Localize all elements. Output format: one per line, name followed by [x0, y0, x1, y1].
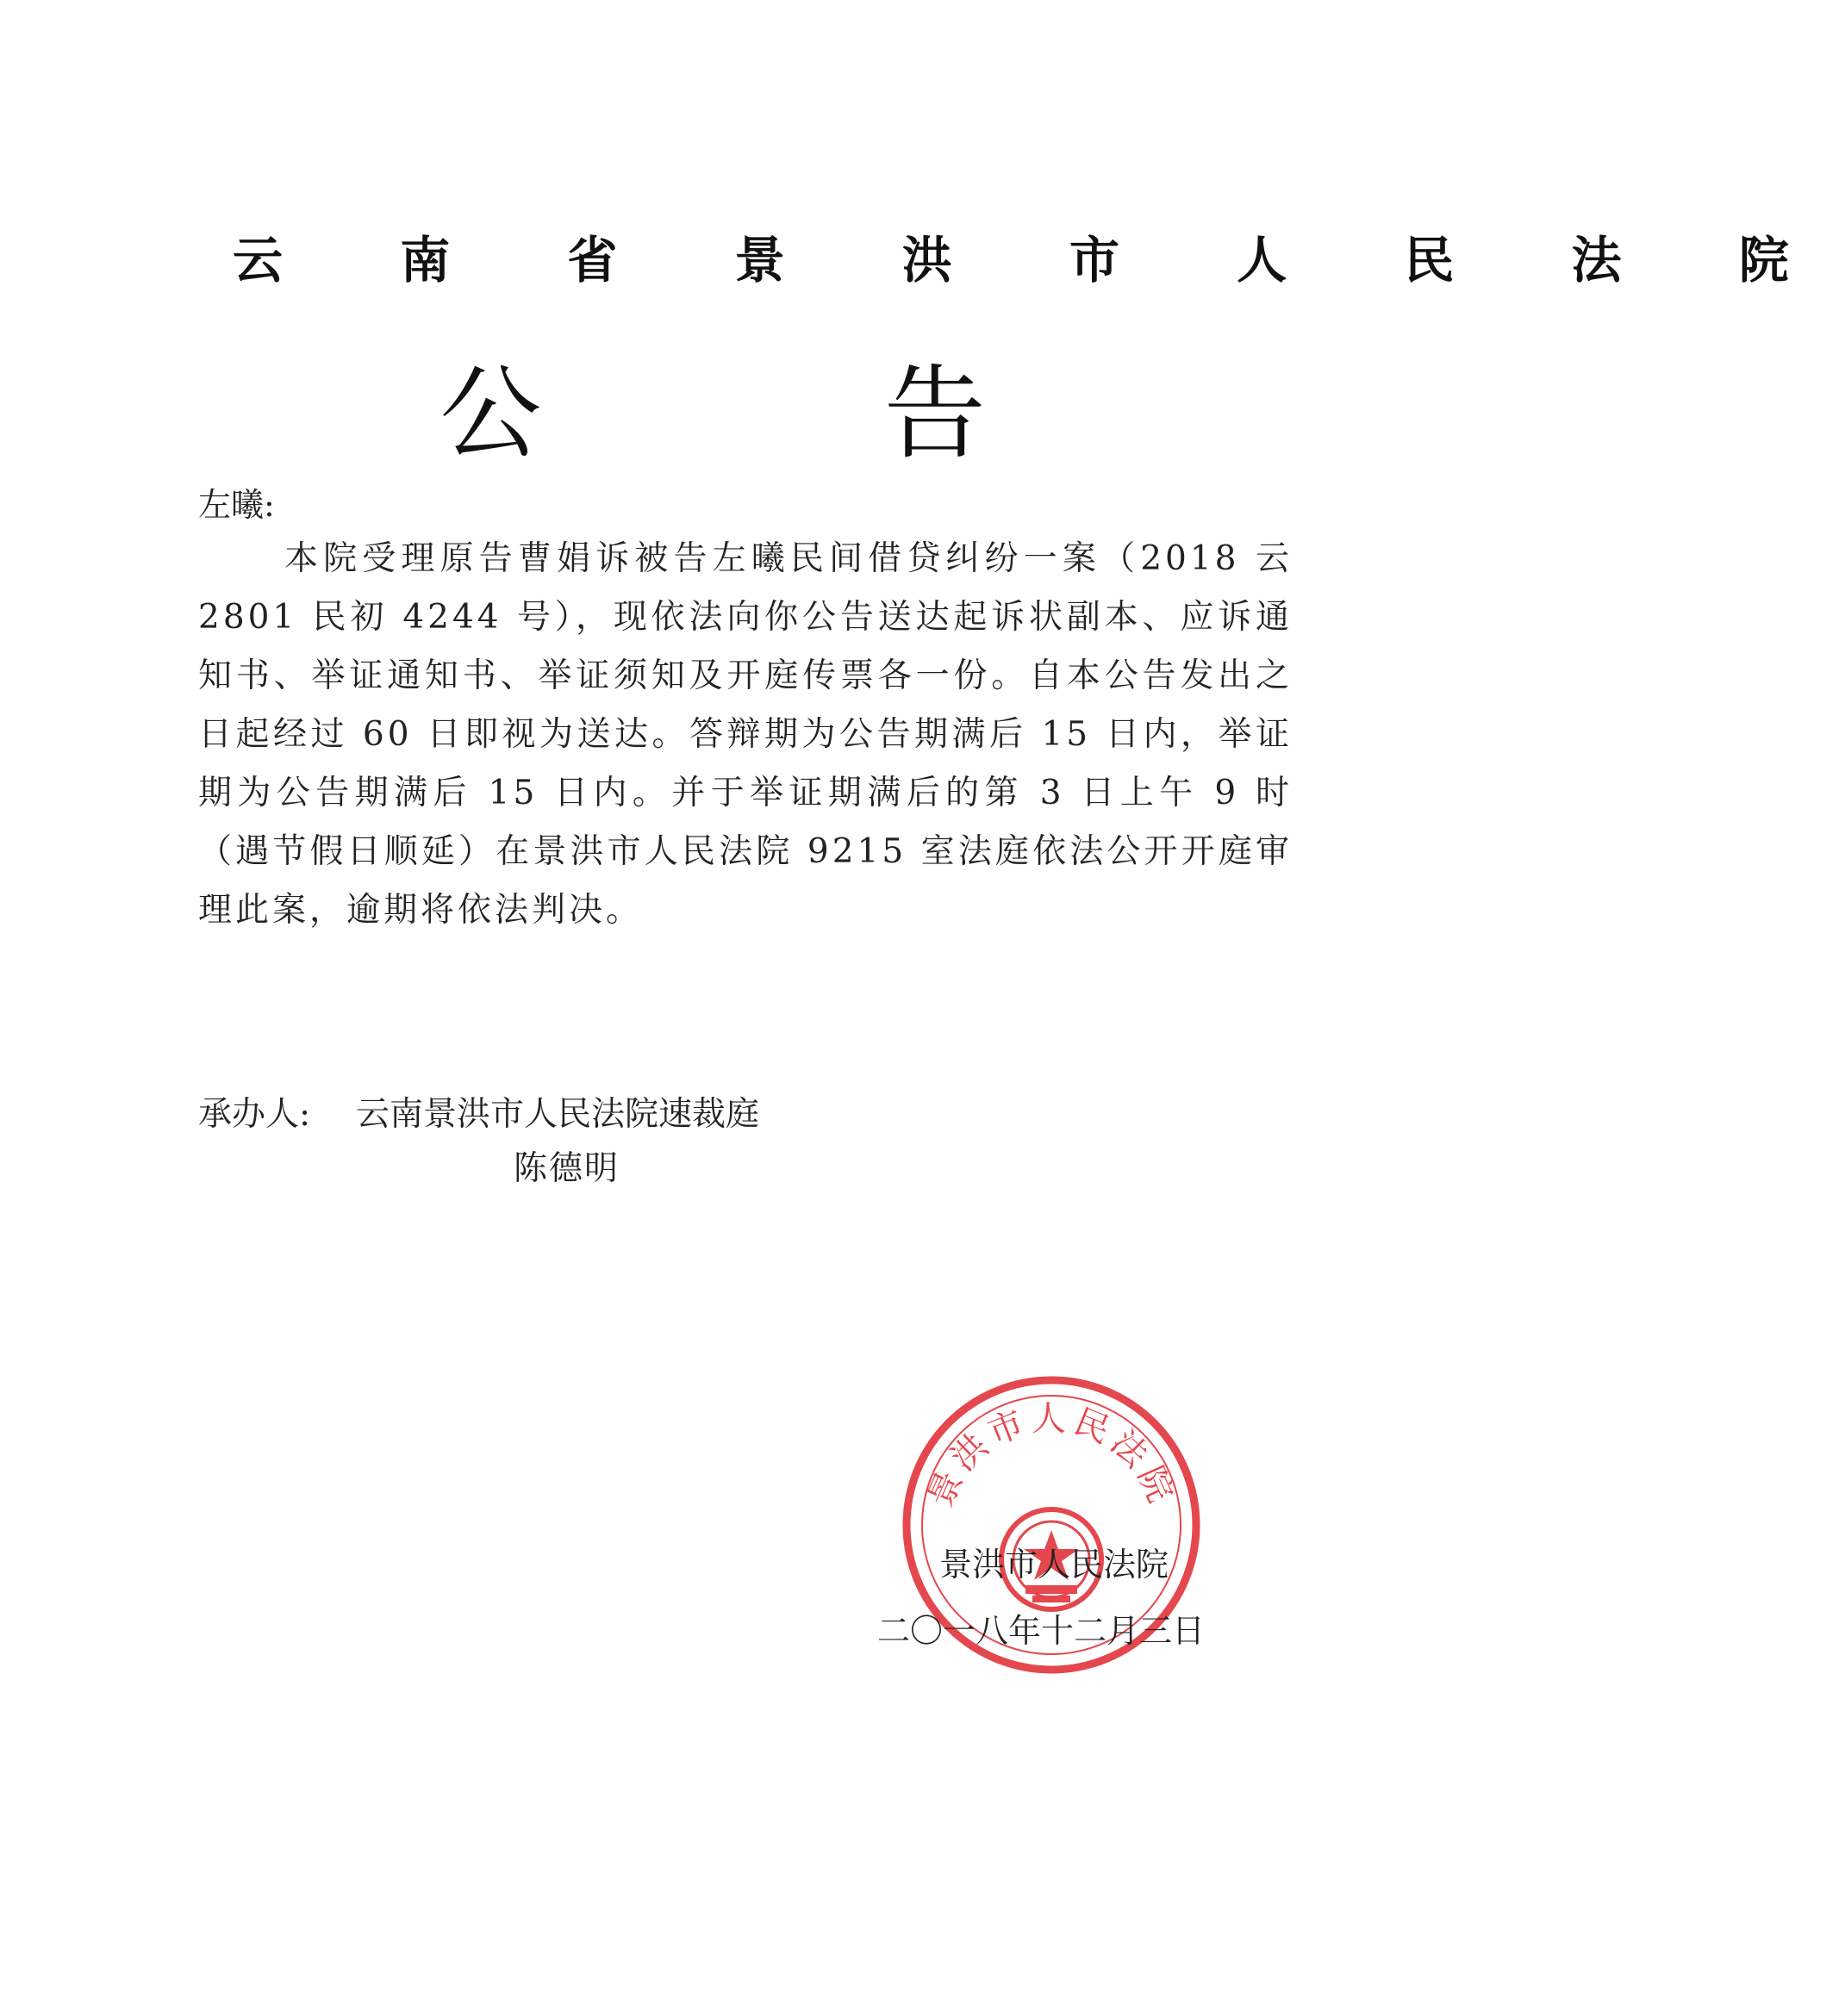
addressee: 左曦: — [198, 486, 275, 524]
seal-arc-text: 景洪市人民法院 — [920, 1399, 1182, 1514]
handler-name: 陈德明 — [514, 1149, 620, 1188]
signature-date: 二〇一八年十二月三日 — [877, 1612, 1206, 1650]
notice-title: 公 告 — [439, 354, 1141, 473]
handler-department: 云南景洪市人民法院速裁庭 — [356, 1095, 760, 1134]
handler-label: 承办人: — [198, 1095, 311, 1134]
signature-court-name: 景洪市人民法院 — [939, 1546, 1169, 1584]
notice-body-paragraph: 本院受理原告曹娟诉被告左曦民间借贷纠纷一案（2018 云 2801 民初 4244 号），现依法向你公告送达起诉状副本、应诉通知书、举证通知书、举证须知及开庭传票各一份。自本公告发出之日起经过 60 日即视为送达。答辩期为公告期满后 15 日内，举证期为公告期满后 15 日内。并于举证期满后的第 3 日上午 9 时（遇节假日顺延）在景洪市人民法院 9215 室法庭依法公开开庭审理此案，逾期将依法判决。 — [198, 539, 1293, 930]
court-name-heading: 云 南 省 景 洪 市 人 民 法 院 — [233, 231, 1839, 289]
